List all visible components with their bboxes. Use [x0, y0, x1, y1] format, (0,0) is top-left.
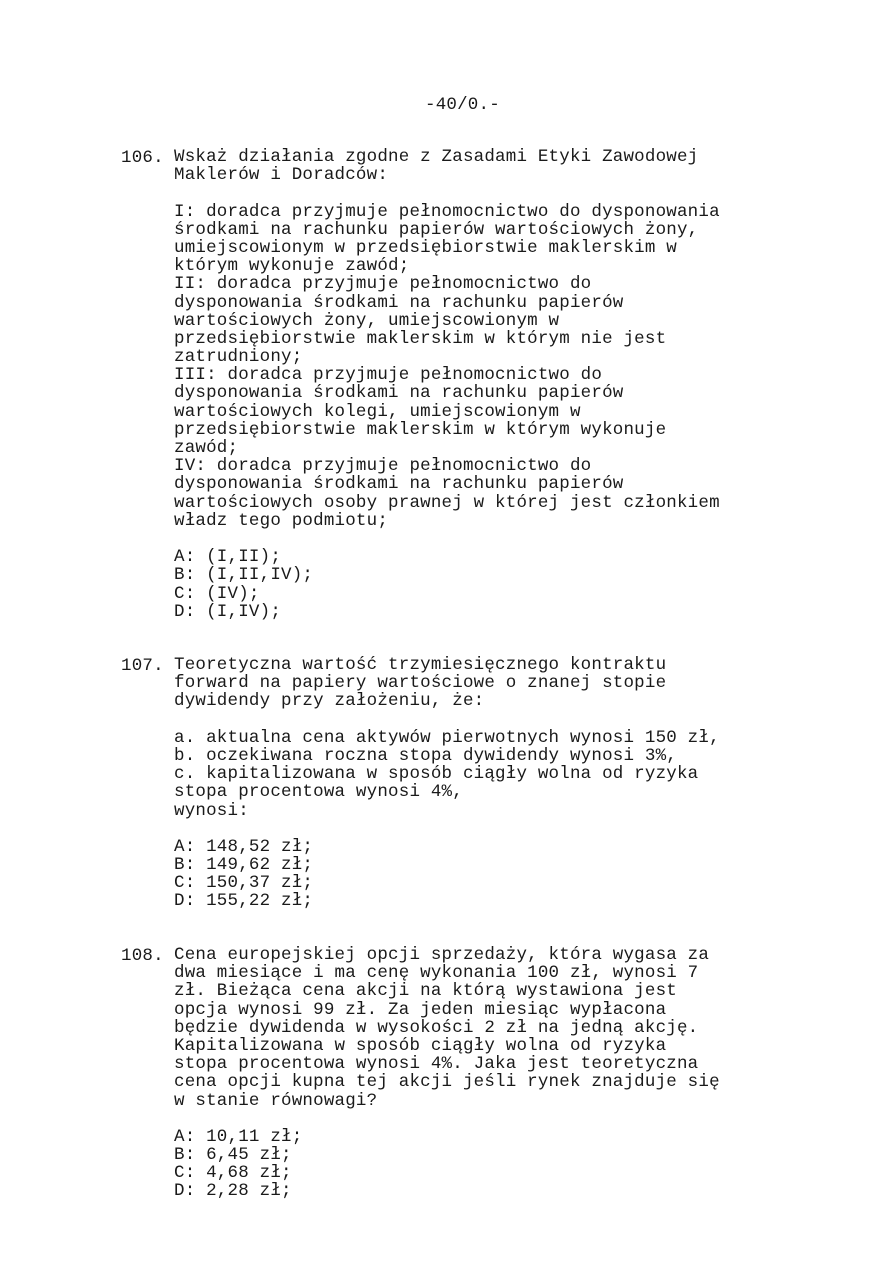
statement-line: dysponowania środkami na rachunku papierów — [174, 474, 624, 495]
question-body — [174, 148, 874, 621]
statement-line: umiejscowionym w przedsiębiorstwie maklerskim w — [174, 237, 677, 258]
question-number: 108. — [121, 946, 164, 966]
statement-line: IV: doradca przyjmuje pełnomocnictwo do — [174, 456, 592, 477]
statement-line: wartościowych osoby prawnej w której jest członkiem — [174, 492, 720, 513]
statement-line: przedsiębiorstwie maklerskim w którym wykonuje — [174, 419, 667, 440]
statement-line: a. aktualna cena aktywów pierwotnych wynosi 150 zł, — [174, 727, 720, 748]
statement-line: przedsiębiorstwie maklerskim w którym nie jest — [174, 328, 667, 349]
statement-line: dysponowania środkami na rachunku papierów — [174, 292, 624, 313]
statement-line: I: doradca przyjmuje pełnomocnictwo do dysponowania — [174, 201, 720, 222]
statement-line: dysponowania środkami na rachunku papierów — [174, 383, 624, 404]
stem-line: dywidendy przy założeniu, że: — [174, 691, 485, 712]
stem-line: w stanie równowagi? — [174, 1090, 378, 1111]
stem-line: cena opcji kupna tej akcji jeśli rynek znajduje się — [174, 1072, 720, 1093]
statement-line: zatrudniony; — [174, 347, 303, 368]
answer-option-a: A: 10,11 zł; — [174, 1126, 303, 1147]
answer-option-d: D: 155,22 zł; — [174, 891, 314, 912]
answer-option-a: A: 148,52 zł; — [174, 836, 314, 857]
question-body — [174, 656, 874, 911]
question-number: 106. — [121, 148, 164, 168]
statement-line: środkami na rachunku papierów wartościowych żony, — [174, 219, 699, 240]
answer-option-c: C: 4,68 zł; — [174, 1163, 292, 1184]
answer-option-d: D: 2,28 zł; — [174, 1181, 292, 1202]
question-number: 107. — [121, 656, 164, 676]
statement-line: władz tego podmiotu; — [174, 510, 389, 531]
stem-line: opcja wynosi 99 zł. Za jeden miesiąc wypłacona — [174, 999, 667, 1020]
statement-line: II: doradca przyjmuje pełnomocnictwo do — [174, 274, 592, 295]
statement-line: wynosi: — [174, 800, 249, 821]
answer-option-b: B: 6,45 zł; — [174, 1145, 292, 1166]
statement-line: wartościowych żony, umiejscowionym w — [174, 310, 560, 331]
statement-line: stopa procentowa wynosi 4%, — [174, 782, 463, 803]
stem-line: Kapitalizowana w sposób ciągły wolna od ryzyka — [174, 1035, 667, 1056]
statement-line: c. kapitalizowana w sposób ciągły wolna od ryzyka — [174, 764, 699, 785]
answer-option-d: D: (I,IV); — [174, 601, 282, 622]
stem-line: forward na papiery wartościowe o znanej stopie — [174, 673, 667, 694]
stem-line: dwa miesiące i ma cenę wykonania 100 zł, wynosi 7 — [174, 963, 699, 984]
answer-option-a: A: (I,II); — [174, 547, 282, 568]
stem-line: zł. Bieżąca cena akcji na którą wystawiona jest — [174, 981, 677, 1002]
statement-line: zawód; — [174, 438, 239, 458]
page-number: -40/0.- — [425, 95, 500, 115]
statement-line: III: doradca przyjmuje pełnomocnictwo do — [174, 365, 603, 386]
stem-line: Wskaż działania zgodne z Zasadami Etyki Zawodowej — [174, 147, 699, 167]
answer-option-b: B: (I,II,IV); — [174, 565, 314, 586]
stem-line: Cena europejskiej opcji sprzedaży, która wygasa za — [174, 945, 710, 965]
statement-line: którym wykonuje zawód; — [174, 256, 410, 277]
stem-line: Teoretyczna wartość trzymiesięcznego kontraktu — [174, 655, 667, 675]
stem-line: stopa procentowa wynosi 4%. Jaka jest teoretyczna — [174, 1054, 699, 1075]
question-body — [174, 946, 874, 1201]
stem-line: będzie dywidenda w wysokości 2 zł na jedną akcję. — [174, 1017, 699, 1038]
statement-line: wartościowych kolegi, umiejscowionym w — [174, 401, 581, 422]
statement-line: b. oczekiwana roczna stopa dywidendy wynosi 3%, — [174, 745, 677, 766]
answer-option-b: B: 149,62 zł; — [174, 855, 314, 876]
answer-option-c: C: 150,37 zł; — [174, 873, 314, 894]
answer-option-c: C: (IV); — [174, 583, 260, 604]
stem-line: Maklerów i Doradców: — [174, 165, 389, 186]
